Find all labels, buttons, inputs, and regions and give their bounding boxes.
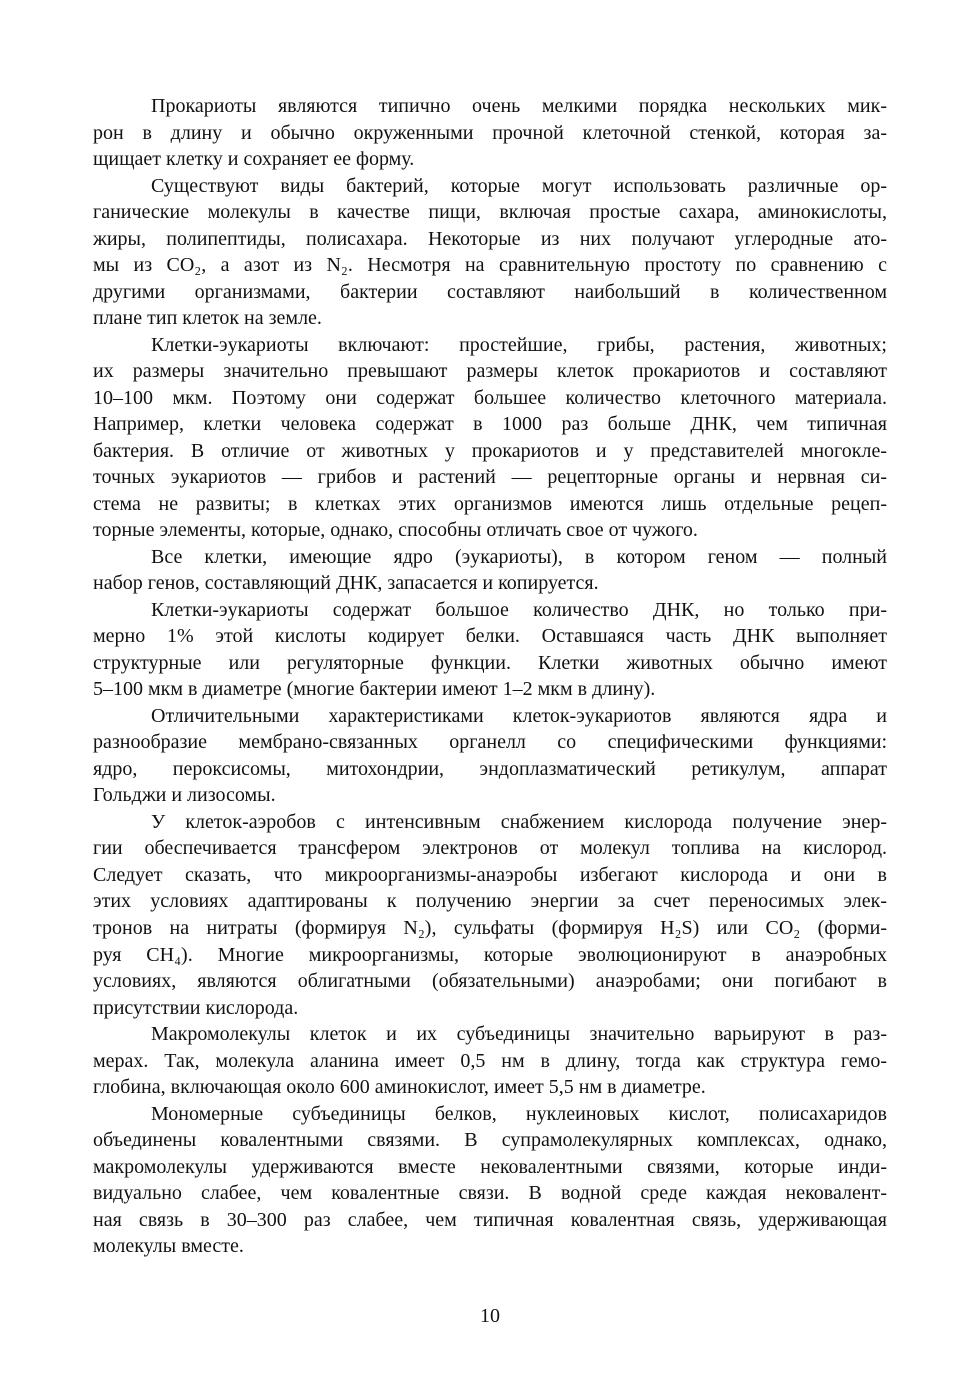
paragraph: [93, 544, 887, 597]
text-line: торные элементы, которые, однако, способны отличать свое от чужого.: [93, 519, 698, 542]
text-line: другими организмами, бактерии составляют наибольший в количественном: [93, 280, 887, 303]
text-line: тронов на нитраты (формируя N₂), сульфаты (формируя H₂S) или CO₂ (форми-: [93, 916, 887, 939]
text-line: условиях, являются облигатными (обязательными) анаэробами; они погибают в: [93, 970, 887, 993]
text-line: Мономерные субъединицы белков, нуклеиновых кислот, полисахаридов: [151, 1102, 887, 1125]
text-line: их размеры значительно превышают размеры клеток прокариотов и составляют: [93, 360, 887, 383]
paragraph: [93, 703, 887, 809]
text-line: Отличительными характеристиками клеток-эукариотов являются ядра и: [151, 704, 887, 727]
text-line: этих условиях адаптированы к получению энергии за счет переносимых элек-: [93, 890, 887, 913]
text-line: щищает клетку и сохраняет ее форму.: [93, 148, 415, 171]
page-body: [93, 93, 887, 1260]
text-line: ядро, пероксисомы, митохондрии, эндоплазматический ретикулум, аппарат: [93, 757, 887, 780]
text-line: Все клетки, имеющие ядро (эукариоты), в котором геном — полный: [151, 545, 887, 568]
text-line: Прокариоты являются типично очень мелкими порядка нескольких мик-: [151, 95, 887, 117]
text-line: глобина, включающая около 600 аминокислот, имеет 5,5 нм в диаметре.: [93, 1076, 706, 1099]
paragraph: [93, 1101, 887, 1260]
paragraph: [93, 597, 887, 703]
text-line: гии обеспечивается трансфером электронов от молекул топлива на кислород.: [93, 837, 887, 860]
text-line: Макромолекулы клеток и их субъединицы значительно варьируют в раз-: [151, 1023, 887, 1046]
paragraph: [93, 93, 887, 173]
text-line: Существуют виды бактерий, которые могут использовать различные ор-: [151, 174, 887, 197]
paragraph: [93, 173, 887, 332]
paragraph: [93, 809, 887, 1021]
text-line: видуально слабее, чем ковалентные связи. В водной среде каждая нековалент-: [93, 1182, 887, 1205]
page-number: 10: [480, 1305, 500, 1327]
text-line: макромолекулы удерживаются вместе нековалентными связями, которые инди-: [93, 1155, 887, 1178]
text-line: ная связь в 30–300 раз слабее, чем типичная ковалентная связь, удерживающая: [93, 1208, 887, 1231]
text-line: мерно 1% этой кислоты кодирует белки. Оставшаяся часть ДНК выполняет: [93, 625, 887, 648]
text-line: присутствии кислорода.: [93, 996, 299, 1019]
text-line: ганические молекулы в качестве пищи, включая простые сахара, аминокислоты,: [93, 201, 887, 224]
text-line: стема не развиты; в клетках этих организмов имеются лишь отдельные рецеп-: [93, 492, 887, 515]
text-line: 10–100 мкм. Поэтому они содержат большее количество клеточного материала.: [93, 386, 887, 409]
text-line: набор генов, составляющий ДНК, запасается и копируется.: [93, 572, 599, 595]
text-line: 5–100 мкм в диаметре (многие бактерии имеют 1–2 мкм в длину).: [93, 678, 656, 701]
text-line: структурные или регуляторные функции. Клетки животных обычно имеют: [93, 651, 887, 674]
text-line: точных эукариотов — грибов и растений — рецепторные органы и нервная си-: [93, 466, 887, 489]
text-line: У клеток-аэробов с интенсивным снабжением кислорода получение энер-: [151, 810, 887, 833]
text-line: мерах. Так, молекула аланина имеет 0,5 нм в длину, тогда как структура гемо-: [93, 1049, 887, 1072]
text-line: рон в длину и обычно окруженными прочной клеточной стенкой, которая за-: [93, 121, 887, 144]
paragraph: [93, 1021, 887, 1101]
text-line: Клетки-эукариоты содержат большое количество ДНК, но только при-: [151, 598, 887, 621]
text-line: Гольджи и лизосомы.: [93, 784, 276, 807]
text-line: мы из CO₂, а азот из N₂. Несмотря на сравнительную простоту по сравнению с: [93, 254, 887, 277]
paragraph: [93, 332, 887, 544]
text-line: Клетки-эукариоты включают: простейшие, грибы, растения, животных;: [151, 333, 887, 356]
text-line: плане тип клеток на земле.: [93, 307, 322, 330]
text-line: молекулы вместе.: [93, 1235, 244, 1258]
text-line: жиры, полипептиды, полисахара. Некоторые из них получают углеродные ато-: [93, 227, 887, 250]
text-line: Например, клетки человека содержат в 1000 раз больше ДНК, чем типичная: [93, 413, 887, 436]
text-line: бактерия. В отличие от животных у прокариотов и у представителей многокле-: [93, 439, 887, 462]
text-line: объединены ковалентными связями. В супрамолекулярных комплексах, однако,: [93, 1129, 887, 1152]
text-line: Следует сказать, что микроорганизмы-анаэробы избегают кислорода и они в: [93, 863, 887, 886]
text-line: руя CH₄). Многие микроорганизмы, которые эволюционируют в анаэробных: [93, 943, 887, 966]
text-line: разнообразие мембрано-связанных органелл со специфическими функциями:: [93, 731, 887, 754]
